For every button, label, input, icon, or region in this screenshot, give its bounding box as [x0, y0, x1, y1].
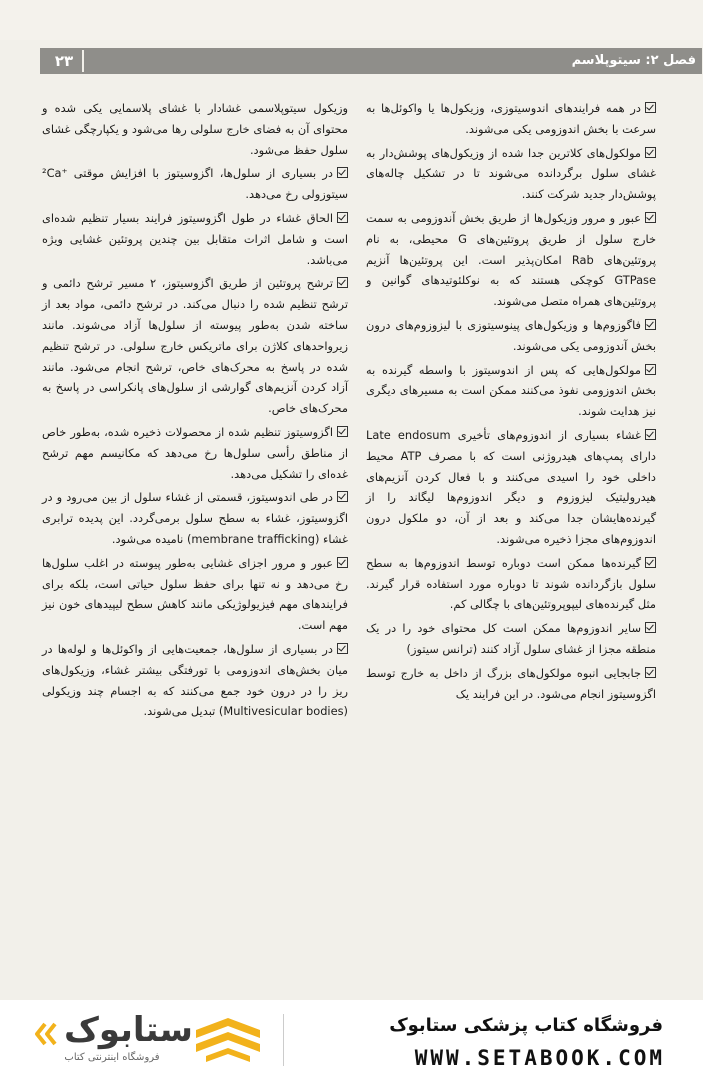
- paragraph: در همه فرایندهای اندوسیتوزی، وزیکول‌ها یا واکوئل‌ها به سرعت با بخش اندوزومی یکی می‌شوند.: [366, 101, 656, 136]
- checkbox-bullet-icon: [337, 212, 348, 223]
- checkbox-bullet-icon: [645, 102, 656, 113]
- checkbox-bullet-icon: [645, 667, 656, 678]
- chapter-title: فصل ۲: سیتوپلاسم: [571, 53, 696, 68]
- paragraph: گیرنده‌ها ممکن است دوباره توسط اندوزوم‌ها به سطح سلول بازگردانده شوند تا دوباره مورد استفاده قرار گیرند. مثل گیرنده‌های لیپوپروتئین‌های با چگالی کم.: [366, 555, 656, 612]
- brand-logo-text: ستابوک: [64, 1010, 193, 1050]
- paragraph: فاگوزوم‌ها و وزیکول‌های پینوسیتوزی با لیزوزوم‌های درون بخش آندوزومی یکی می‌شوند.: [366, 317, 656, 353]
- checkbox-bullet-icon: [337, 491, 348, 502]
- brand-tagline: فروشگاه اینترنتی کتاب: [64, 1052, 160, 1063]
- page-number: ۲۳: [46, 50, 84, 72]
- store-url-link[interactable]: WWW.SETABOOK.COM: [414, 1046, 665, 1070]
- paragraph: الحاق غشاء در طول اگزوسیتوز فرایند بسیار تنظیم شده‌ای است و شامل اثرات متقابل بین چندین پروتئین غشایی ویژه می‌باشد.: [42, 210, 348, 267]
- paragraph: سایر اندوزوم‌ها ممکن است کل محتوای خود را در یک منطقه مجزا از غشای سلول آزاد کنند (ترانس سیتوز): [366, 621, 656, 656]
- checkbox-bullet-icon: [645, 319, 656, 330]
- paragraph: مولکول‌های کلاترین جدا شده از وزیکول‌های پوشش‌دار به غشای سلول برگردانده می‌شوند تا در تشکیل چاله‌های پوشش‌دار جدید شرکت کنند.: [366, 145, 656, 202]
- left-column: [42, 98, 348, 725]
- right-column: [366, 98, 656, 707]
- checkbox-bullet-icon: [337, 167, 348, 178]
- checkbox-bullet-icon: [645, 429, 656, 440]
- double-chevron-left-icon: [33, 1020, 61, 1048]
- paragraph: عبور و مرور وزیکول‌ها از طریق بخش آندوزومی به سمت خارج سلول از طریق پروتئین‌های G محیطی، به نام پروتئین‌های Rab امکان‌پذیر است. این پروتئین‌ها آنزیم GTPase کوچکی هستند که به نوکلئوتیدهای گوانین و پروتئین‌های همراه متصل می‌شوند.: [366, 210, 657, 309]
- paragraph: اگزوسیتوز تنظیم شده از محصولات ذخیره شده، به‌طور خاص از مناطق رأسی سلول‌ها رخ می‌دهد که مکانیسم مهم ترشح غده‌ای را تشکیل می‌دهد.: [42, 424, 348, 481]
- checkbox-bullet-icon: [337, 557, 348, 568]
- paragraph: در بسیاری از سلول‌ها، جمعیت‌هایی از واکوئل‌ها و لوله‌ها در میان بخش‌های اندوزومی با تورفتگی بیشتر غشاء، وزیکول‌های ریز را در درون خود جمع می‌کنند که به اجسام چند وزیکولی (Multivesicular bodies) تبدیل می‌شوند.: [42, 641, 348, 719]
- stacked-chevron-logo-icon: [192, 1016, 264, 1066]
- paragraph: در بسیاری از سلول‌ها، اگزوسیتوز با افزایش موقتی ⁺²Ca سیتوزولی رخ می‌دهد.: [42, 166, 348, 202]
- checkbox-bullet-icon: [645, 147, 656, 158]
- checkbox-bullet-icon: [337, 643, 348, 654]
- store-name: فروشگاه کتاب پزشکی ستابوک: [389, 1015, 663, 1036]
- paragraph: در طی اندوسیتوز، قسمتی از غشاء سلول از بین می‌رود و در اگزوسیتوز، غشاء به سطح سلول برمی‌گردد. این پدیده ترابری غشاء (membrane trafficking) نامیده می‌شود.: [42, 490, 348, 546]
- paragraph: غشاء بسیاری از اندوزوم‌های تأخیری Late endosum دارای پمپ‌های هیدروژنی است که با مصرف ATP محیط داخلی خود را اسیدی می‌کنند و با فعال کردن آنزیم‌های هیدرولیتیک لیزوزوم و دیگر اندوزوم‌ها لیگاند را از گیرنده‌هایشان جدا می‌کند و بعد از آن، دو ملکول درون اندوزوم‌های مجزا ذخیره می‌شوند.: [366, 427, 656, 546]
- paragraph: مولکول‌هایی که پس از اندوسیتوز با واسطه گیرنده به بخش اندوزومی نفوذ می‌کنند ممکن است به مسیرهای دیگری نیز هدایت شوند.: [366, 362, 656, 419]
- page-top-margin: [0, 0, 703, 40]
- checkbox-bullet-icon: [645, 622, 656, 633]
- paragraph: جابجایی انبوه مولکول‌های بزرگ از داخل به خارج توسط اگزوسیتوز انجام می‌شود. در این فرایند یک: [366, 665, 656, 701]
- checkbox-bullet-icon: [645, 557, 656, 568]
- paragraph-continued: وزیکول سیتوپلاسمی غشادار با غشای پلاسمایی یکی شده و محتوای آن به فضای خارج سلولی رها می‌شود و یکپارچگی غشای سلول حفظ می‌شود.: [42, 101, 348, 157]
- checkbox-bullet-icon: [645, 212, 656, 223]
- checkbox-bullet-icon: [337, 426, 348, 437]
- paragraph: ترشح پروتئین از طریق اگزوسیتوز، ۲ مسیر ترشح دائمی و ترشح تنظیم شده را دنبال می‌کند. در ترشح دائمی، مواد بعد از ساخته شدن به‌طور پیوسته از سلول‌ها آزاد می‌شوند. مانند زیرواحدهای کلاژن برای ماتریکس خارج سلولی. در ترشح تنظیم شده در پاسخ به محرک‌های خاص، ترشح انجام می‌شود. مانند آزاد کردن آنزیم‌های گوارشی از سلول‌های پانکراسی در پاسخ به محرک‌های خاص.: [42, 276, 348, 416]
- paragraph: عبور و مرور اجزای غشایی به‌طور پیوسته در اغلب سلول‌ها رخ می‌دهد و نه تنها برای حفظ سلول حیاتی است، بلکه برای فرایندهای مهم فیزیولوژیکی مانند کاهش سطح لیپیدهای خون نیز مهم است.: [42, 555, 348, 633]
- checkbox-bullet-icon: [337, 277, 348, 288]
- checkbox-bullet-icon: [645, 364, 656, 375]
